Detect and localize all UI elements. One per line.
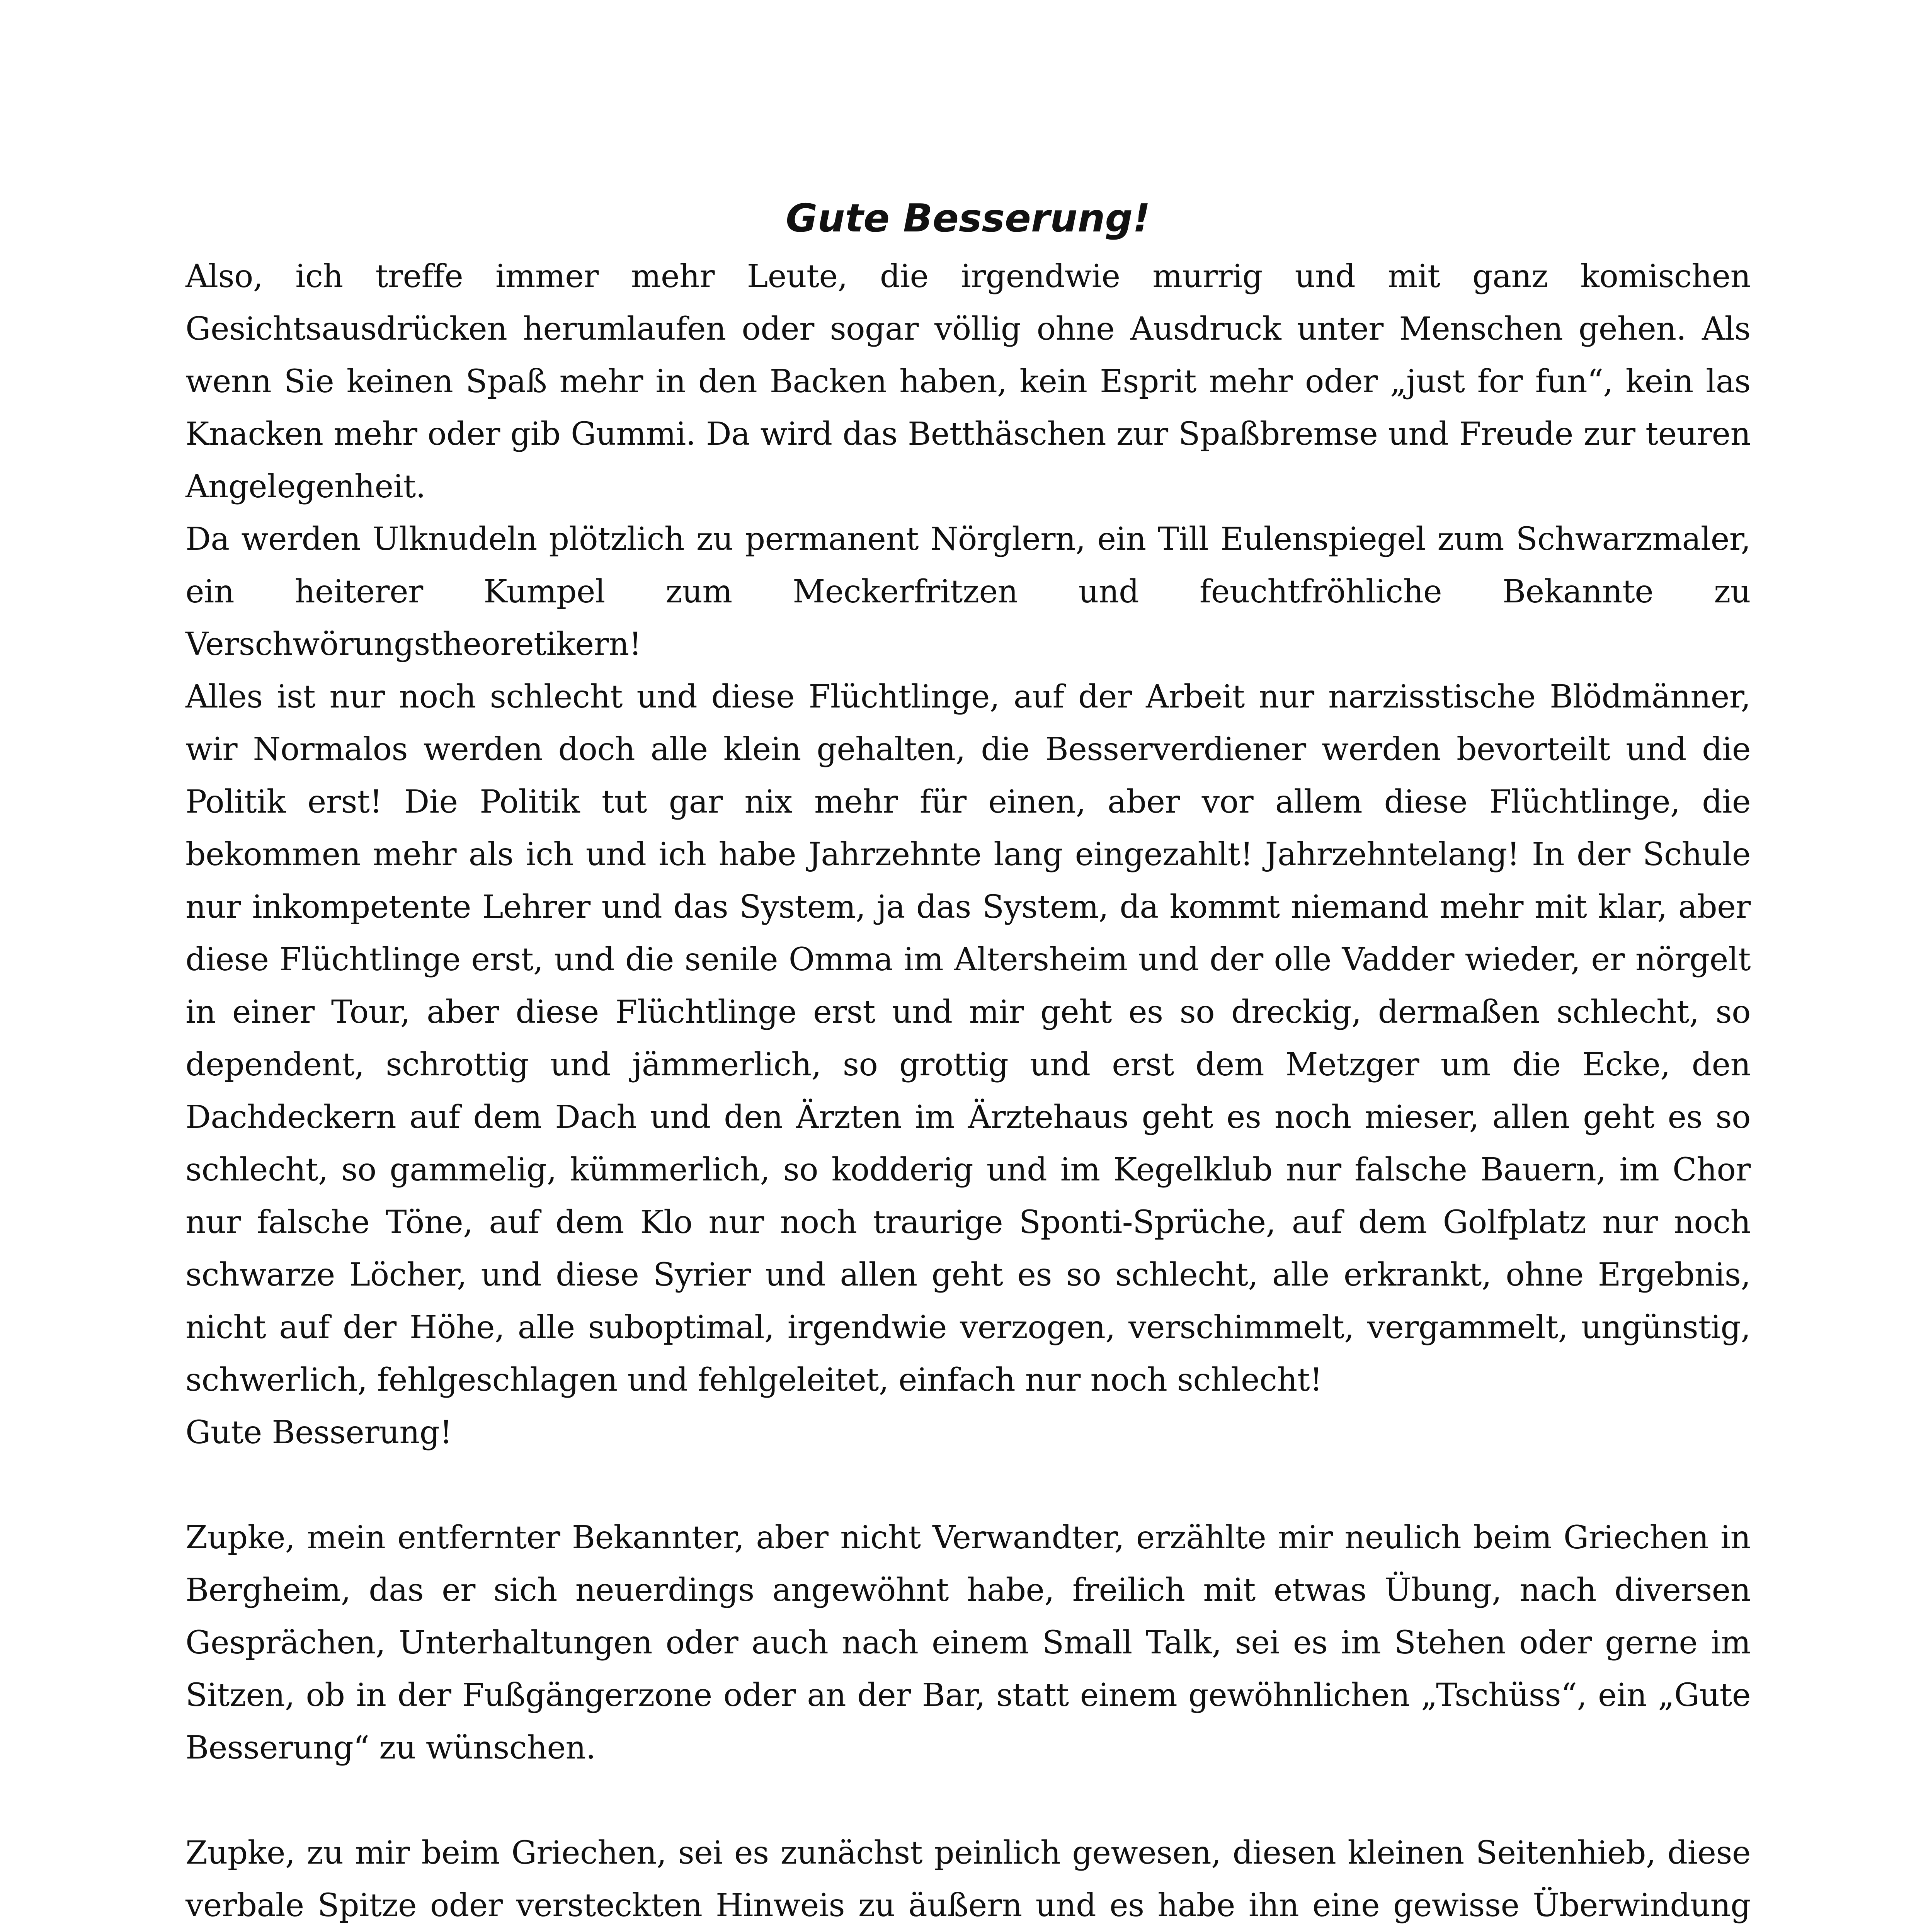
paragraph-gap [185,1774,1751,1827]
paragraph-4: Gute Besserung! [185,1414,453,1451]
paragraph-3: Alles ist nur noch schlecht und diese Flüchtlinge, auf der Arbeit nur narzisstische Blödmänner, wir Normalos werden doch alle klein gehalten, die Besserverdiener werden bevorteilt und die Politik erst! Die Politik tut gar nix mehr für einen, aber vor allem diese Flüchtlinge, die bekommen mehr als ich und ich habe Jahrzehnte lang eingezahlt! Jahrzehntelang! In der Schule nur inkompetente Lehrer und das System, ja das System, da kommt niemand mehr mit klar, aber diese Flüchtlinge erst, und die senile Omma im Altersheim und der olle Vadder wieder, er nörgelt in einer Tour, aber diese Flüchtlinge erst und mir geht es so dreckig, dermaßen schlecht, so dependent, schrottig und jämmerlich, so grottig und erst dem Metzger um die Ecke, den Dachdeckern auf dem Dach und den Ärzten im Ärztehaus geht es noch mieser, allen geht es so schlecht, so gammelig, kümmerlich, so kodderig und im Kegelklub nur falsche Bauern, im Chor nur falsche Töne, auf dem Klo nur noch traurige Sponti-Sprüche, auf dem Golfplatz nur noch schwarze Löcher, und diese Syrier und allen geht es so schlecht, alle erkrankt, ohne Ergebnis, nicht auf der Höhe, alle suboptimal, irgendwie verzogen, verschimmelt, vergammelt, ungünstig, schwerlich, fehlgeschlagen und fehlgeleitet, einfach nur noch schlecht! [185,679,1751,1398]
paragraph-6: Zupke, zu mir beim Griechen, sei es zunächst peinlich gewesen, diesen kleinen Seitenhieb, diese verbale Spitze oder versteckten Hinweis zu äußern und es habe ihn eine gewisse Überwindung [185,1835,1751,1924]
page-title: Gute Besserung! [786,196,1150,241]
paragraph-2: Da werden Ulknudeln plötzlich zu permanent Nörglern, ein Till Eulenspiegel zum Schwarzmaler, ein heiterer Kumpel zum Meckerfritzen und feuchtfröhliche Bekannte zu Verschwörungstheoretikern! [185,521,1751,663]
paragraph-1: Also, ich treffe immer mehr Leute, die irgendwie murrig und mit ganz komischen Gesichtsausdrücken herumlaufen oder sogar völlig ohne Ausdruck unter Menschen gehen. Als wenn Sie keinen Spaß mehr in den Backen haben, kein Esprit mehr oder „just for fun“, kein las Knacken mehr oder gib Gummi. Da wird das Betthäschen zur Spaßbremse und Freude zur teuren Angelegenheit. [185,258,1751,505]
paragraph-gap [185,1459,1751,1512]
paragraph-5: Zupke, mein entfernter Bekannter, aber nicht Verwandter, erzählte mir neulich beim Griechen in Bergheim, das er sich neuerdings angewöhnt habe, freilich mit etwas Übung, nach diversen Gesprächen, Unterhaltungen oder auch nach einem Small Talk, sei es im Stehen oder gerne im Sitzen, ob in der Fußgängerzone oder an der Bar, statt einem gewöhnlichen „Tschüss“, ein „Gute Besserung“ zu wünschen. [185,1519,1751,1766]
page-content [185,193,1751,1932]
